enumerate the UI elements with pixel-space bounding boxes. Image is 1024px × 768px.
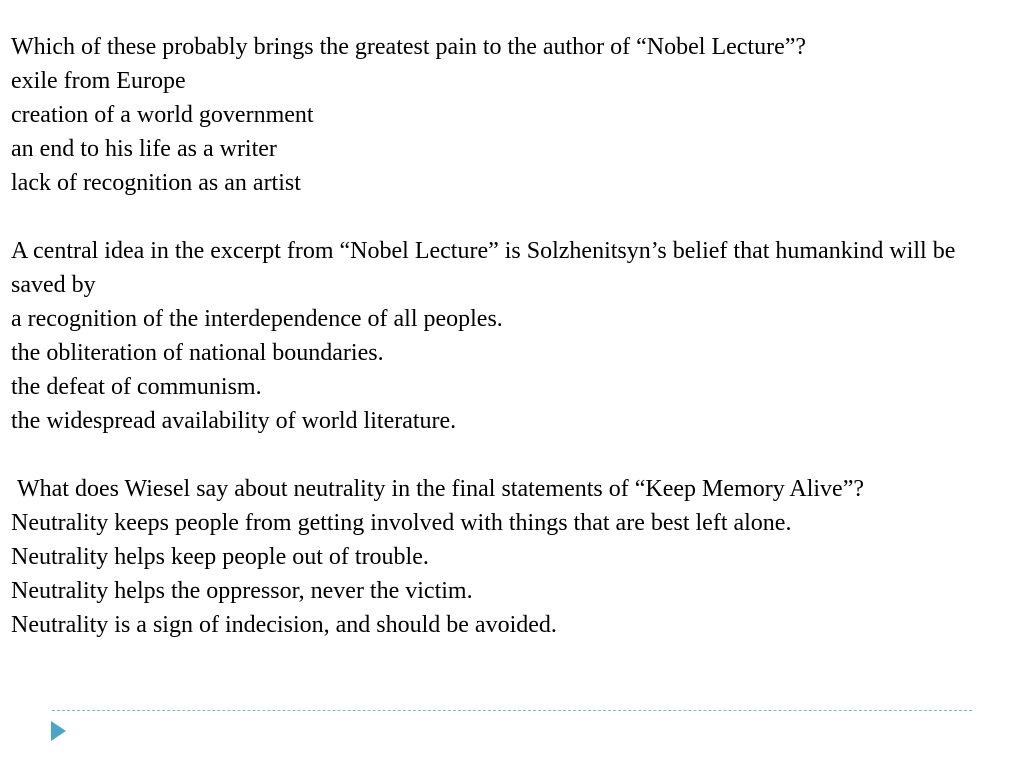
triangle-right-icon xyxy=(51,721,66,741)
answer-option: Neutrality is a sign of indecision, and should be avoided. xyxy=(11,612,557,638)
spacer xyxy=(11,200,1011,234)
answer-option: the obliteration of national boundaries. xyxy=(11,340,384,366)
question-prompt: A central idea in the excerpt from “Nobel Lecture” is Solzhenitsyn’s belief that humankind will be saved by xyxy=(11,238,956,298)
answer-option: a recognition of the interdependence of all peoples. xyxy=(11,306,503,332)
answer-option: lack of recognition as an artist xyxy=(11,170,301,196)
question-prompt: What does Wiesel say about neutrality in the final statements of “Keep Memory Alive”? xyxy=(11,476,864,502)
answer-option: exile from Europe xyxy=(11,68,186,94)
spacer xyxy=(11,438,1011,472)
question-prompt: Which of these probably brings the greatest pain to the author of “Nobel Lecture”? xyxy=(11,34,807,60)
answer-option: the defeat of communism. xyxy=(11,374,262,400)
footer-divider xyxy=(52,710,972,711)
answer-option: Neutrality helps the oppressor, never the victim. xyxy=(11,578,473,604)
answer-option: an end to his life as a writer xyxy=(11,136,277,162)
answer-option: the widespread availability of world literature. xyxy=(11,408,457,434)
answer-option: Neutrality keeps people from getting involved with things that are best left alone. xyxy=(11,510,792,536)
slide-body xyxy=(11,30,1011,642)
question-3 xyxy=(11,472,1011,642)
answer-option: creation of a world government xyxy=(11,102,314,128)
answer-option: Neutrality helps keep people out of trouble. xyxy=(11,544,429,570)
question-2 xyxy=(11,234,1011,438)
question-1 xyxy=(11,30,1011,200)
